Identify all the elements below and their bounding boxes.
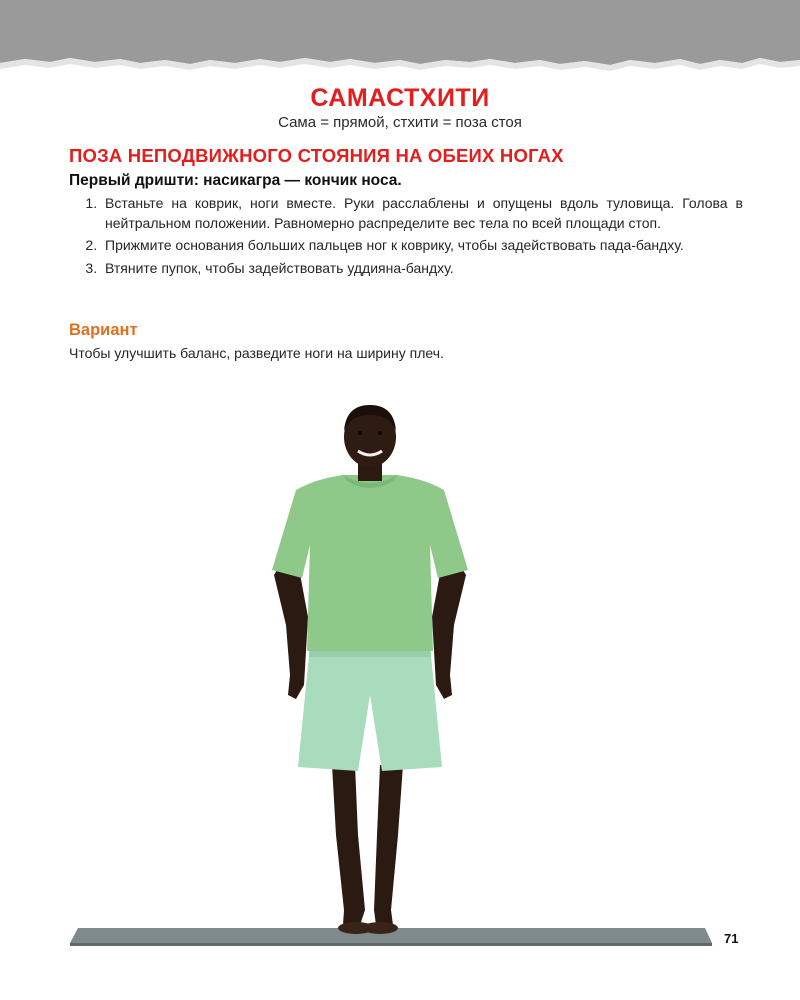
left-leg (332, 765, 365, 925)
drishti-line: Первый дришти: насикагра — кончик носа. (69, 172, 402, 189)
right-arm (432, 563, 466, 699)
page-number: 71 (724, 931, 739, 946)
step-item: 1. Встаньте на коврик, ноги вместе. Руки расслаблены и опущены вдоль туловища. Голова в нейтральном положении. Равномерно распределите вес тела по всей площади стоп. (101, 194, 743, 233)
pose-title: САМАСТХИТИ (310, 84, 490, 112)
step-item: 3. Втяните пупок, чтобы задействовать уддияна-бандху. (101, 259, 743, 279)
torn-paper-header-band (0, 0, 800, 80)
left-arm (274, 563, 308, 699)
variant-text: Чтобы улучшить баланс, разведите ноги на ширину плеч. (69, 345, 444, 361)
instruction-steps (69, 194, 743, 281)
section-heading: ПОЗА НЕПОДВИЖНОГО СТОЯНИЯ НА ОБЕИХ НОГАХ (69, 145, 564, 166)
shorts (298, 645, 442, 771)
right-leg (374, 765, 403, 925)
pose-subtitle: Сама = прямой, стхити = поза стоя (278, 114, 522, 131)
variant-heading: Вариант (69, 321, 138, 339)
right-foot (362, 922, 398, 934)
step-item: 2. Прижмите основания больших пальцев ног к коврику, чтобы задействовать пада-бандху. (101, 236, 743, 256)
pose-photo (60, 395, 740, 955)
